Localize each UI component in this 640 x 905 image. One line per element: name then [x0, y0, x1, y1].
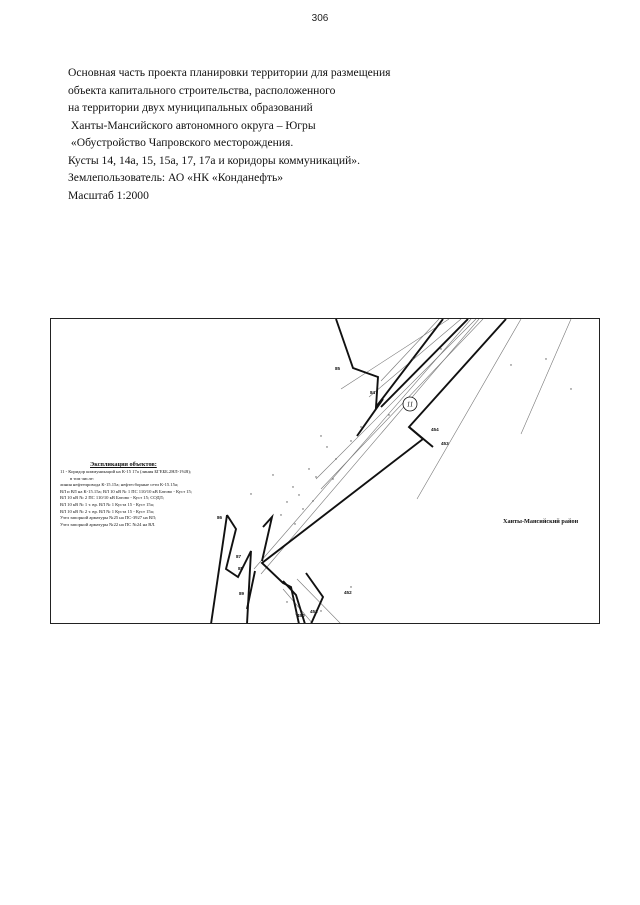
- point-label-88: 88: [238, 566, 244, 571]
- point-label-86: 86: [217, 515, 223, 520]
- legend-line: Узел запорной арматуры №22 на ПС №24 на ВЛ.: [60, 521, 156, 527]
- page-number: 306: [311, 13, 329, 24]
- legend-line: линия нефтепровода К-15.15а; нефтесборные сети К-15.15а;: [60, 482, 179, 488]
- legend-title: Экспликация объектов:: [90, 461, 157, 468]
- legend-line: ВЛ 10 кВ № 2 ПС 110/10 кВ Батово - Куст 15; СОДЛ;: [60, 495, 164, 501]
- objects-legend: [60, 460, 235, 528]
- point-label-89: 89: [239, 591, 245, 596]
- district-label: Ханты-Мансийский район: [503, 518, 579, 525]
- legend-line: Узел запорной арматуры №25 на ПС-3927 на ВЛ;: [60, 515, 157, 521]
- header-line: «Обустройство Чапровского месторождения.: [68, 136, 294, 149]
- point-label-454: 454: [431, 427, 439, 432]
- document-header: [68, 64, 588, 204]
- header-line: Кусты 14, 14а, 15, 15а, 17, 17а и коридоры коммуникаций».: [68, 153, 360, 167]
- lower-boundary: [211, 515, 305, 624]
- legend-line: 11 - Коридор коммуникаций на К-15 17а (линия БГЕББ.2НЛ-1%В);: [60, 469, 192, 474]
- point-label-453: 453: [441, 441, 449, 446]
- point-label-452: 452: [344, 590, 352, 595]
- point-label-87: 87: [236, 554, 242, 559]
- header-line: объекта капитального строительства, расположенного: [68, 83, 336, 97]
- legend-line: ВЛ и ВЛ на К-15.15а; ВЛ 10 кВ № 1 ПС 110/10 кВ Батово - Куст 15;: [60, 488, 193, 494]
- legend-line: ВЛ 10 кВ № 1 т. вр. ВЛ № 1 Куста 15 - Куст 15а;: [60, 501, 155, 507]
- point-label-450: 450: [297, 613, 305, 618]
- point-label-85: 85: [335, 366, 341, 371]
- corridor-boundary: [262, 319, 506, 624]
- point-label-451: 451: [310, 609, 318, 614]
- legend-line: в том числе:: [70, 475, 94, 481]
- point-label-84: 84: [370, 390, 376, 395]
- header-line: на территории двух муниципальных образований: [68, 101, 313, 114]
- header-line: Землепользователь: АО «НК «Конданефть»: [68, 171, 284, 184]
- legend-line: ВЛ 10 кВ № 2 т. вр. ВЛ № 1 Куста 15 - Куст 15а;: [60, 508, 155, 514]
- header-line: Ханты-Мансийского автономного округа – Югры: [68, 118, 316, 132]
- thin-boundary-lines: [254, 319, 571, 624]
- zone-label: 11: [406, 400, 414, 409]
- header-line: Основная часть проекта планировки территории для размещения: [68, 66, 391, 79]
- map-frame: [50, 318, 600, 624]
- header-line: Масштаб 1:2000: [68, 188, 149, 202]
